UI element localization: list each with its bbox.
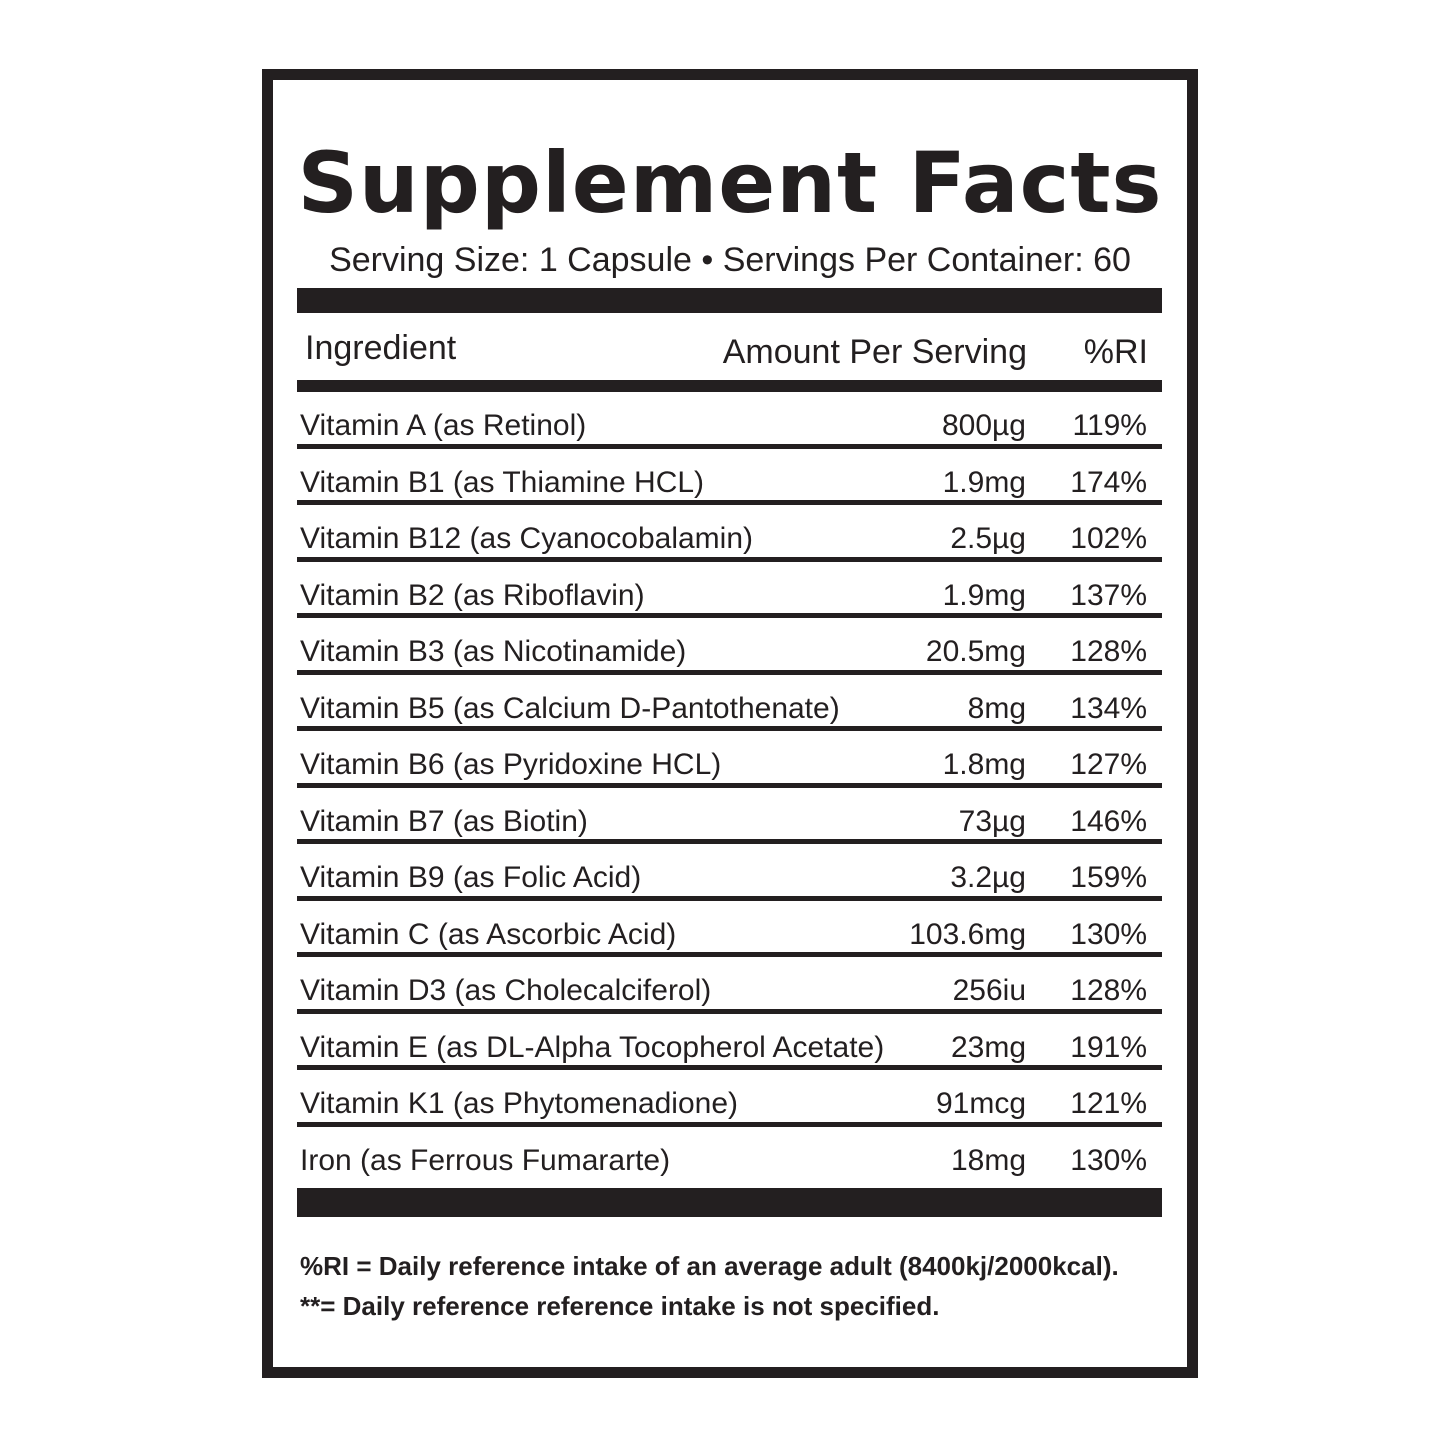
ingredient-ri: 146%: [1070, 804, 1147, 838]
table-row: [297, 505, 1162, 562]
thick-divider-top: [297, 288, 1162, 313]
ingredient-amount: 1.9mg: [942, 465, 1026, 499]
ingredient-ri: 128%: [1070, 635, 1147, 668]
footnote-not-specified: **= Daily reference reference intake is not specified.: [300, 1291, 940, 1321]
label-title: Supplement Facts: [297, 134, 1163, 232]
ingredient-name: Vitamin E (as DL-Alpha Tocopherol Acetate): [300, 1030, 885, 1064]
supplement-facts-label: [262, 69, 1198, 1378]
ingredient-ri: 159%: [1070, 861, 1147, 894]
ingredient-amount: 256iu: [952, 974, 1026, 1007]
ingredient-ri: 102%: [1070, 522, 1147, 555]
table-row: [297, 731, 1162, 788]
footnote-ri-definition: %RI = Daily reference intake of an average adult (8400kj/2000kcal).: [300, 1251, 1119, 1281]
column-header-amount: Amount Per Serving: [722, 333, 1027, 371]
column-header-ingredient: Ingredient: [305, 329, 457, 367]
ingredient-ri: 137%: [1070, 578, 1147, 612]
ingredient-ri: 191%: [1070, 1030, 1147, 1064]
table-row: [297, 788, 1162, 845]
ingredient-name: Vitamin A (as Retinol): [300, 409, 587, 442]
serving-info: Serving Size: 1 Capsule • Servings Per Container: 60: [329, 241, 1131, 279]
ingredient-amount: 91mcg: [935, 1087, 1026, 1120]
ingredient-table: [297, 392, 1162, 1183]
table-row: [297, 1014, 1162, 1071]
ingredient-ri: 134%: [1070, 691, 1147, 725]
ingredient-name: Vitamin B6 (as Pyridoxine HCL): [300, 748, 722, 781]
ingredient-amount: 23mg: [950, 1030, 1026, 1064]
ingredient-ri: 127%: [1070, 748, 1147, 781]
ingredient-name: Vitamin K1 (as Phytomenadione): [300, 1087, 739, 1120]
ingredient-amount: 1.9mg: [942, 578, 1026, 612]
table-row: [297, 562, 1162, 619]
ingredient-amount: 2.5µg: [950, 522, 1026, 555]
ingredient-ri: 174%: [1070, 465, 1147, 499]
ingredient-amount: 800µg: [941, 409, 1026, 442]
ingredient-name: Vitamin B2 (as Riboflavin): [300, 578, 645, 612]
ingredient-name: Vitamin B3 (as Nicotinamide): [300, 635, 687, 668]
column-header-ri: %RI: [1083, 333, 1148, 371]
ingredient-amount: 8mg: [967, 691, 1026, 725]
ingredient-amount: 103.6mg: [909, 917, 1026, 951]
ingredient-name: Vitamin B5 (as Calcium D-Pantothenate): [300, 691, 840, 725]
ingredient-amount: 20.5mg: [925, 635, 1026, 668]
table-row: [297, 618, 1162, 675]
ingredient-ri: 130%: [1070, 917, 1147, 951]
thick-divider-bottom: [297, 1188, 1162, 1217]
table-row: [297, 392, 1162, 449]
header-divider: [297, 380, 1162, 392]
ingredient-amount: 18mg: [950, 1143, 1026, 1177]
ingredient-amount: 1.8mg: [942, 748, 1026, 781]
ingredient-name: Vitamin B9 (as Folic Acid): [300, 861, 642, 894]
ingredient-amount: 73µg: [958, 804, 1026, 838]
ingredient-ri: 128%: [1070, 974, 1147, 1007]
table-row: [297, 844, 1162, 901]
ingredient-name: Vitamin B1 (as Thiamine HCL): [300, 465, 705, 499]
table-row: [297, 675, 1162, 732]
ingredient-name: Iron (as Ferrous Fumararte): [300, 1143, 671, 1177]
ingredient-name: Vitamin B7 (as Biotin): [300, 804, 588, 838]
table-row: [297, 449, 1162, 506]
ingredient-ri: 119%: [1072, 409, 1147, 442]
ingredient-ri: 121%: [1070, 1087, 1147, 1120]
table-row: [297, 1070, 1162, 1127]
ingredient-name: Vitamin C (as Ascorbic Acid): [300, 917, 677, 951]
ingredient-amount: 3.2µg: [950, 861, 1026, 894]
ingredient-name: Vitamin D3 (as Cholecalciferol): [300, 974, 712, 1007]
ingredient-name: Vitamin B12 (as Cyanocobalamin): [300, 522, 754, 555]
table-row: [297, 1127, 1162, 1184]
table-row: [297, 957, 1162, 1014]
table-row: [297, 901, 1162, 958]
ingredient-ri: 130%: [1070, 1143, 1147, 1177]
